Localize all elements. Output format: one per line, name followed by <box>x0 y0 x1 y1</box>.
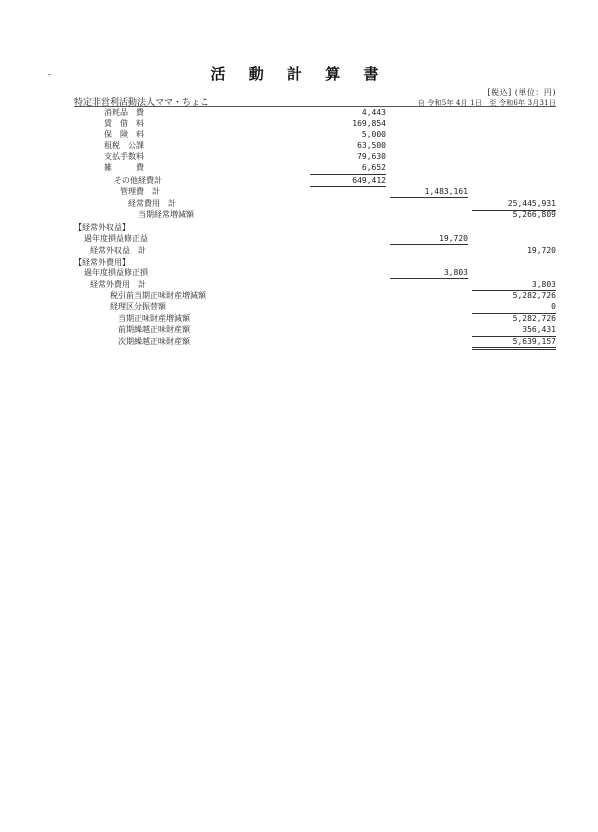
amount-col3: 19,720 <box>527 246 556 255</box>
statement-row <box>0 118 598 129</box>
unit-label: [税込] (単位：円) <box>487 88 556 97</box>
amount-col3: 5,266,809 <box>512 210 556 219</box>
amount-col3: 5,282,726 <box>512 314 556 323</box>
row-label: 当期正味財産増減額 <box>118 314 190 323</box>
row-label: 支払手数料 <box>104 152 144 161</box>
statement-row <box>0 324 598 335</box>
amount-col3: 3,803 <box>531 280 556 289</box>
statement-row <box>0 209 598 220</box>
statement-row <box>0 151 598 162</box>
row-label: 経常外収益 計 <box>90 246 146 255</box>
document-title: 活 動 計 算 書 <box>210 65 388 83</box>
statement-row <box>0 107 598 118</box>
row-label: 経常費用 計 <box>128 199 176 208</box>
statement-row <box>0 175 598 186</box>
amount-col1: 63,500 <box>357 141 386 150</box>
amount-col2: 19,720 <box>439 234 468 243</box>
row-label: 次期繰越正味財産額 <box>118 337 190 346</box>
row-label: 経常外費用 計 <box>90 280 146 289</box>
row-label: その他経費計 <box>114 176 162 185</box>
section-heading: 【経常外費用】 <box>74 258 130 267</box>
amount-col3: 25,445,931 <box>507 199 556 208</box>
amount-col1: 4,443 <box>361 108 386 117</box>
row-label: 前期繰越正味財産額 <box>118 325 190 334</box>
statement-row <box>0 279 598 290</box>
amount-col3: 356,431 <box>522 325 556 334</box>
row-label: 消耗品 費 <box>104 108 144 117</box>
amount-col3: 5,639,157 <box>512 337 556 346</box>
amount-col1: 169,854 <box>352 119 386 128</box>
row-label: 管理費 計 <box>120 187 160 196</box>
amount-col2: 3,803 <box>443 268 468 277</box>
statement-row <box>0 186 598 197</box>
amount-col1: 79,630 <box>357 152 386 161</box>
amount-col3: 0 <box>551 302 556 311</box>
row-label: 賃 借 料 <box>104 119 144 128</box>
statement-row <box>0 140 598 151</box>
row-label: 税引前当期正味財産増減額 <box>110 291 206 300</box>
statement-row <box>0 222 598 233</box>
amount-col1: 6,652 <box>361 163 386 172</box>
statement-row <box>0 245 598 256</box>
grand-total-double-rule <box>472 347 556 350</box>
row-label: 雑 費 <box>104 163 144 172</box>
row-label: 当期経常増減額 <box>138 210 194 219</box>
row-label: 租税 公課 <box>104 141 144 150</box>
statement-row <box>0 301 598 312</box>
amount-col1: 649,412 <box>352 176 386 185</box>
amount-col3: 5,282,726 <box>512 291 556 300</box>
row-label: 保 険 料 <box>104 130 144 139</box>
row-label: 経理区分振替額 <box>110 302 166 311</box>
statement-row <box>0 290 598 301</box>
fiscal-period: 自 令和5年 4月 1日 至 令和6年 3月31日 <box>417 99 556 107</box>
row-label: 過年度損益修正損 <box>84 268 148 277</box>
statement-row <box>0 233 598 244</box>
organization-name: 特定非営利活動法人ママ・ちょこ <box>74 98 210 108</box>
statement-row <box>0 267 598 278</box>
amount-col1: 5,000 <box>361 130 386 139</box>
statement-row <box>0 198 598 209</box>
section-heading: 【経常外収益】 <box>74 223 130 232</box>
amount-col2: 1,483,161 <box>424 187 468 196</box>
statement-row <box>0 336 598 347</box>
row-label: 過年度損益修正益 <box>84 234 148 243</box>
statement-row <box>0 129 598 140</box>
statement-row <box>0 162 598 173</box>
statement-row <box>0 313 598 324</box>
